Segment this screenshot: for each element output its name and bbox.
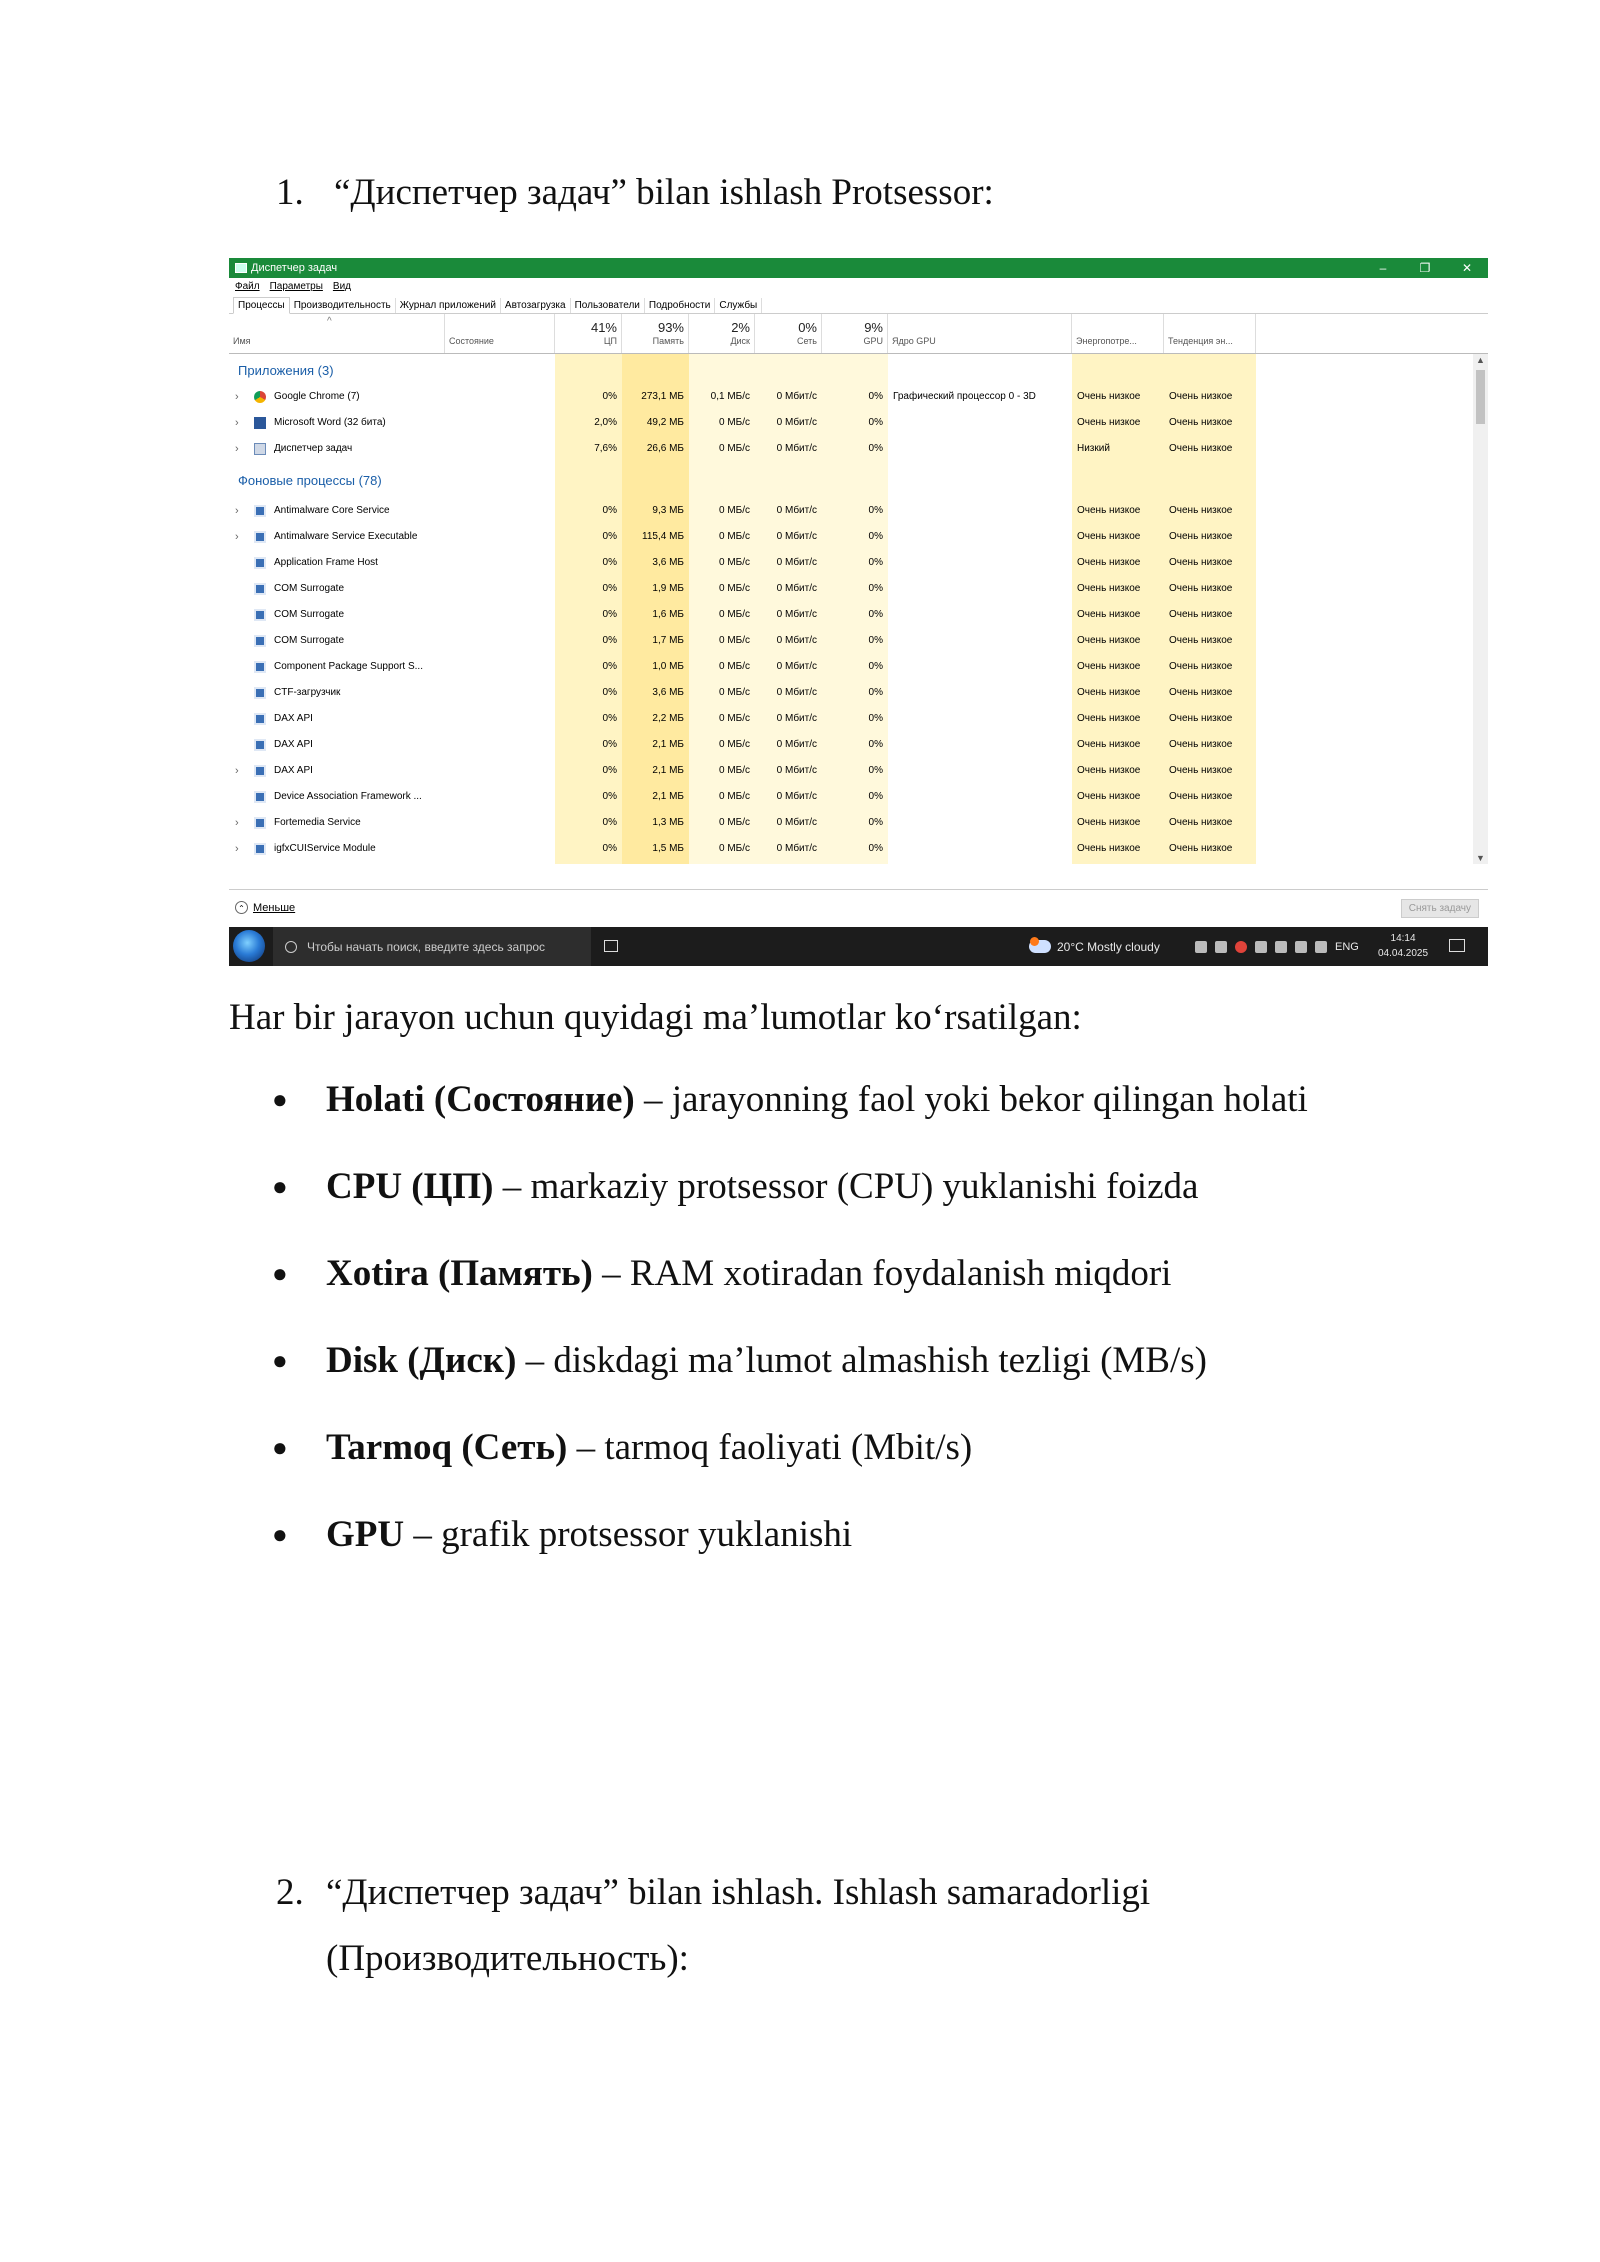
- cell-power: Очень низкое: [1077, 843, 1141, 854]
- process-name: Antimalware Service Executable: [274, 531, 418, 542]
- start-button[interactable]: [233, 930, 265, 962]
- process-row[interactable]: [229, 524, 1469, 550]
- close-icon[interactable]: ✕: [1461, 261, 1473, 275]
- cell-net: 0 Мбит/с: [776, 531, 817, 542]
- cell-gpu: 0%: [868, 687, 883, 698]
- process-name: DAX API: [274, 713, 313, 724]
- weather-widget[interactable]: [1029, 927, 1160, 966]
- cell-mem: 2,2 МБ: [652, 713, 684, 724]
- section-1-title: “Диспетчер задач” bilan ishlash Protsessor:: [334, 172, 994, 213]
- cell-power: Очень низкое: [1077, 531, 1141, 542]
- cell-gpu: 0%: [868, 417, 883, 428]
- cell-trend: Очень низкое: [1169, 713, 1233, 724]
- cell-cpu: 0%: [602, 817, 617, 828]
- cell-gpu: 0%: [868, 531, 883, 542]
- col-disk[interactable]: 2% Диск: [689, 314, 755, 353]
- tray-app-icon[interactable]: [1195, 941, 1207, 953]
- process-name: Device Association Framework ...: [274, 791, 422, 802]
- process-name: Fortemedia Service: [274, 817, 361, 828]
- process-row[interactable]: [229, 810, 1469, 836]
- cell-mem: 1,9 МБ: [652, 583, 684, 594]
- chrome-icon: [254, 391, 266, 403]
- intro-paragraph: Har bir jarayon uchun quyidagi ma’lumotlar ko‘rsatilgan:: [229, 997, 1082, 1038]
- field-term: Xotira (Память): [326, 1253, 593, 1294]
- cell-trend: Очень низкое: [1169, 765, 1233, 776]
- cell-mem: 3,6 МБ: [652, 687, 684, 698]
- window-titlebar: [229, 258, 1488, 278]
- cell-trend: Очень низкое: [1169, 791, 1233, 802]
- cell-disk: 0 МБ/с: [718, 843, 750, 854]
- cell-mem: 3,6 МБ: [652, 557, 684, 568]
- collapse-icon: ⌃: [235, 901, 248, 914]
- restore-icon[interactable]: ❐: [1419, 261, 1431, 275]
- cell-mem: 2,1 МБ: [652, 765, 684, 776]
- expand-chevron-icon[interactable]: ›: [235, 817, 239, 829]
- task-manager-window: [229, 258, 1488, 966]
- footer-bar: [229, 889, 1488, 928]
- bullet-icon: ●: [272, 1259, 288, 1288]
- window-title: Диспетчер задач: [251, 262, 338, 274]
- cell-cpu: 0%: [602, 687, 617, 698]
- cell-gpu: 0%: [868, 391, 883, 402]
- cell-net: 0 Мбит/с: [776, 557, 817, 568]
- scrollbar-thumb[interactable]: [1476, 370, 1485, 424]
- cell-net: 0 Мбит/с: [776, 661, 817, 672]
- field-list: [272, 1078, 1308, 1600]
- weather-text: 20°C Mostly cloudy: [1057, 939, 1160, 954]
- menu-file[interactable]: Файл: [235, 280, 260, 292]
- cell-engine: [888, 410, 1072, 436]
- process-list: [229, 354, 1488, 864]
- cell-cpu: 0%: [602, 791, 617, 802]
- cell-power: Очень низкое: [1077, 635, 1141, 646]
- cell-mem: 273,1 МБ: [641, 391, 684, 402]
- cell-cpu: 0%: [602, 713, 617, 724]
- process-icon: [254, 739, 266, 751]
- process-name: COM Surrogate: [274, 635, 345, 646]
- cell-mem: 1,7 МБ: [652, 635, 684, 646]
- cell-disk: 0 МБ/с: [718, 687, 750, 698]
- cell-cpu: 0%: [602, 583, 617, 594]
- field-desc: – RAM xotiradan foydalanish miqdori: [592, 1253, 1172, 1294]
- tab-startup[interactable]: Автозагрузка: [501, 298, 571, 313]
- process-icon: [254, 609, 266, 621]
- cell-net: 0 Мбит/с: [776, 713, 817, 724]
- process-row[interactable]: [229, 410, 1469, 436]
- field-term: GPU: [326, 1514, 405, 1555]
- cell-trend: Очень низкое: [1169, 843, 1233, 854]
- process-icon: [254, 635, 266, 647]
- cell-engine: Графический процессор 0 - 3D: [893, 391, 1036, 402]
- expand-chevron-icon[interactable]: ›: [235, 391, 239, 403]
- field-desc: – jarayonning faol yoki bekor qilingan holati: [634, 1079, 1308, 1120]
- cell-gpu: 0%: [868, 843, 883, 854]
- search-placeholder: Чтобы начать поиск, введите здесь запрос: [307, 939, 546, 954]
- cell-trend: Очень низкое: [1169, 661, 1233, 672]
- field-item: [272, 1252, 1308, 1339]
- cell-mem: 2,1 МБ: [652, 739, 684, 750]
- column-header: [229, 314, 1488, 354]
- expand-chevron-icon[interactable]: ›: [235, 765, 239, 777]
- cell-disk: 0,1 МБ/с: [710, 391, 750, 402]
- cell-disk: 0 МБ/с: [718, 713, 750, 724]
- field-desc: – markaziy protsessor (CPU) yuklanishi foizda: [493, 1166, 1199, 1207]
- cell-power: Очень низкое: [1077, 505, 1141, 516]
- cell-gpu: 0%: [868, 557, 883, 568]
- cell-gpu: 0%: [868, 765, 883, 776]
- cell-trend: Очень низкое: [1169, 531, 1233, 542]
- tab-processes[interactable]: Процессы: [233, 297, 290, 314]
- tab-details[interactable]: Подробности: [645, 298, 715, 313]
- taskmgr-app-icon: [235, 263, 247, 273]
- col-power-trend[interactable]: Тенденция эн...: [1164, 314, 1256, 353]
- language-indicator[interactable]: ENG: [1335, 940, 1359, 953]
- bullet-icon: ●: [272, 1520, 288, 1549]
- search-icon: [285, 941, 297, 953]
- fewer-details-label: Меньше: [253, 901, 296, 914]
- tab-users[interactable]: Пользователи: [571, 298, 645, 313]
- cell-power: Очень низкое: [1077, 391, 1141, 402]
- cell-gpu: 0%: [868, 661, 883, 672]
- field-item: [272, 1078, 1308, 1165]
- process-name: Диспетчер задач: [274, 443, 353, 454]
- cell-trend: Очень низкое: [1169, 505, 1233, 516]
- section-1-heading: [276, 160, 994, 226]
- cell-disk: 0 МБ/с: [718, 661, 750, 672]
- field-item: [272, 1513, 1308, 1600]
- process-icon: [254, 817, 266, 829]
- tray-app-icon[interactable]: [1215, 941, 1227, 953]
- cell-net: 0 Мбит/с: [776, 843, 817, 854]
- cell-mem: 1,5 МБ: [652, 843, 684, 854]
- cell-trend: Очень низкое: [1169, 609, 1233, 620]
- process-row[interactable]: [229, 758, 1469, 784]
- cell-cpu: 0%: [602, 661, 617, 672]
- cell-mem: 115,4 МБ: [642, 531, 684, 542]
- process-name: COM Surrogate: [274, 609, 345, 620]
- cell-net: 0 Мбит/с: [776, 635, 817, 646]
- col-gpu[interactable]: 9% GPU: [822, 314, 888, 353]
- cell-disk: 0 МБ/с: [718, 817, 750, 828]
- cell-disk: 0 МБ/с: [718, 443, 750, 454]
- cell-net: 0 Мбит/с: [776, 765, 817, 776]
- cell-trend: Очень низкое: [1169, 687, 1233, 698]
- menu-bar: [229, 278, 1488, 294]
- process-row[interactable]: [229, 550, 1469, 576]
- process-icon: [254, 531, 266, 543]
- task-view-icon[interactable]: [604, 940, 618, 952]
- cell-net: 0 Мбит/с: [776, 739, 817, 750]
- process-icon: [254, 843, 266, 855]
- cell-disk: 0 МБ/с: [718, 739, 750, 750]
- cell-gpu: 0%: [868, 817, 883, 828]
- cell-cpu: 7,6%: [594, 443, 617, 454]
- field-item: [272, 1165, 1308, 1252]
- cell-mem: 9,3 МБ: [652, 505, 684, 516]
- cell-cpu: 0%: [602, 531, 617, 542]
- group-background: Фоновые процессы (78): [238, 473, 382, 488]
- cell-net: 0 Мбит/с: [776, 791, 817, 802]
- tray-app-icon[interactable]: [1235, 941, 1247, 953]
- process-icon: [254, 583, 266, 595]
- cell-power: Очень низкое: [1077, 661, 1141, 672]
- cell-net: 0 Мбит/с: [776, 391, 817, 402]
- cell-power: Очень низкое: [1077, 583, 1141, 594]
- process-icon: [254, 661, 266, 673]
- section-1-number: 1.: [276, 172, 304, 213]
- cell-gpu: 0%: [868, 791, 883, 802]
- section-2-title-line1: “Диспетчер задач” bilan ishlash. Ishlash samaradorligi: [326, 1872, 1151, 1913]
- process-row[interactable]: [229, 836, 1469, 862]
- cell-power: Очень низкое: [1077, 417, 1141, 428]
- cell-gpu: 0%: [868, 739, 883, 750]
- process-icon: [254, 687, 266, 699]
- word-icon: [254, 417, 266, 429]
- process-name: DAX API: [274, 765, 313, 776]
- cell-trend: Очень низкое: [1169, 583, 1233, 594]
- process-icon: [254, 505, 266, 517]
- cell-cpu: 0%: [602, 843, 617, 854]
- notification-icon[interactable]: [1449, 939, 1465, 952]
- field-term: Holati (Состояние): [326, 1079, 635, 1120]
- tab-app-history[interactable]: Журнал приложений: [396, 298, 501, 313]
- cell-net: 0 Мбит/с: [776, 505, 817, 516]
- process-row[interactable]: [229, 784, 1469, 810]
- cell-disk: 0 МБ/с: [718, 791, 750, 802]
- field-desc: – diskdagi ma’lumot almashish tezligi (MB/s): [516, 1340, 1207, 1381]
- field-term: CPU (ЦП): [326, 1166, 494, 1207]
- volume-icon[interactable]: [1315, 941, 1327, 953]
- cell-power: Очень низкое: [1077, 817, 1141, 828]
- cell-power: Очень низкое: [1077, 687, 1141, 698]
- cell-disk: 0 МБ/с: [718, 505, 750, 516]
- process-icon: [254, 765, 266, 777]
- col-cpu[interactable]: 41% ЦП: [555, 314, 622, 353]
- cell-net: 0 Мбит/с: [776, 443, 817, 454]
- cell-trend: Очень низкое: [1169, 739, 1233, 750]
- field-item: [272, 1339, 1308, 1426]
- process-row[interactable]: [229, 706, 1469, 732]
- process-name: Component Package Support S...: [274, 661, 423, 672]
- cell-gpu: 0%: [868, 635, 883, 646]
- cell-disk: 0 МБ/с: [718, 531, 750, 542]
- vertical-scrollbar[interactable]: [1473, 354, 1488, 864]
- cell-power: Низкий: [1077, 443, 1110, 454]
- process-row[interactable]: [229, 384, 1469, 410]
- cell-trend: Очень низкое: [1169, 557, 1233, 568]
- expand-chevron-icon[interactable]: ›: [235, 417, 239, 429]
- process-name: Microsoft Word (32 бита): [274, 417, 386, 428]
- col-status[interactable]: Состояние: [445, 314, 555, 353]
- cell-power: Очень низкое: [1077, 713, 1141, 724]
- cell-trend: Очень низкое: [1169, 417, 1233, 428]
- process-row[interactable]: [229, 498, 1469, 524]
- tab-strip: [229, 294, 1488, 314]
- menu-options[interactable]: Параметры: [269, 280, 323, 292]
- clock-time: 14:14: [1390, 933, 1416, 944]
- field-term: Tarmoq (Сеть): [326, 1427, 568, 1468]
- cell-cpu: 0%: [602, 557, 617, 568]
- process-icon: [254, 557, 266, 569]
- tab-services[interactable]: Службы: [715, 298, 762, 313]
- section-2-heading: [276, 1860, 1276, 1992]
- col-gpu-engine[interactable]: Ядро GPU: [888, 314, 1072, 353]
- cell-trend: Очень низкое: [1169, 817, 1233, 828]
- battery-icon[interactable]: [1275, 941, 1287, 953]
- cell-trend: Очень низкое: [1169, 443, 1233, 454]
- expand-chevron-icon[interactable]: ›: [235, 843, 239, 855]
- section-2-title-line2: (Производительность):: [326, 1938, 689, 1979]
- cell-power: Очень низкое: [1077, 765, 1141, 776]
- weather-icon: [1029, 940, 1051, 953]
- bullet-icon: ●: [272, 1172, 288, 1201]
- menu-view[interactable]: Вид: [332, 280, 351, 292]
- scroll-up-icon[interactable]: ▲: [1476, 355, 1485, 365]
- process-name: Antimalware Core Service: [274, 505, 390, 516]
- cell-disk: 0 МБ/с: [718, 635, 750, 646]
- clock-date: 04.04.2025: [1378, 948, 1429, 959]
- expand-chevron-icon[interactable]: ›: [235, 531, 239, 543]
- cell-mem: 1,0 МБ: [652, 661, 684, 672]
- cell-net: 0 Мбит/с: [776, 687, 817, 698]
- process-row[interactable]: [229, 628, 1469, 654]
- cell-trend: Очень низкое: [1169, 635, 1233, 646]
- process-row[interactable]: [229, 436, 1469, 462]
- section-2-number: 2.: [276, 1872, 304, 1913]
- scroll-down-icon[interactable]: ▼: [1476, 853, 1485, 863]
- tab-performance[interactable]: Производительность: [290, 298, 396, 313]
- windows-taskbar: [229, 927, 1488, 966]
- cell-disk: 0 МБ/с: [718, 609, 750, 620]
- bullet-icon: ●: [272, 1085, 288, 1114]
- cell-power: Очень низкое: [1077, 739, 1141, 750]
- cell-cpu: 0%: [602, 609, 617, 620]
- cell-net: 0 Мбит/с: [776, 583, 817, 594]
- cell-gpu: 0%: [868, 443, 883, 454]
- process-row[interactable]: [229, 602, 1469, 628]
- cell-cpu: 0%: [602, 391, 617, 402]
- cell-gpu: 0%: [868, 609, 883, 620]
- cell-net: 0 Мбит/с: [776, 609, 817, 620]
- cell-mem: 26,6 МБ: [646, 443, 684, 454]
- field-term: Disk (Диск): [326, 1340, 517, 1381]
- taskmgr-icon: [254, 443, 266, 455]
- process-name: DAX API: [274, 739, 313, 750]
- sort-caret-icon: ^: [327, 316, 332, 327]
- process-row[interactable]: [229, 680, 1469, 706]
- cell-power: Очень низкое: [1077, 791, 1141, 802]
- field-desc: – tarmoq faoliyati (Mbit/s): [567, 1427, 973, 1468]
- process-name: Google Chrome (7): [274, 391, 360, 402]
- field-desc: – grafik protsessor yuklanishi: [404, 1514, 853, 1555]
- fewer-details-button[interactable]: [235, 901, 295, 914]
- group-apps: Приложения (3): [238, 363, 334, 378]
- cell-mem: 1,6 МБ: [652, 609, 684, 620]
- cell-cpu: 2,0%: [594, 417, 617, 428]
- bullet-icon: ●: [272, 1433, 288, 1462]
- cell-gpu: 0%: [868, 713, 883, 724]
- field-item: [272, 1426, 1308, 1513]
- cell-gpu: 0%: [868, 505, 883, 516]
- cell-net: 0 Мбит/с: [776, 417, 817, 428]
- process-row[interactable]: [229, 576, 1469, 602]
- process-name: CTF-загрузчик: [274, 687, 341, 698]
- process-name: Application Frame Host: [274, 557, 378, 568]
- cell-mem: 49,2 МБ: [646, 417, 684, 428]
- cell-disk: 0 МБ/с: [718, 557, 750, 568]
- cell-cpu: 0%: [602, 635, 617, 646]
- cell-power: Очень низкое: [1077, 557, 1141, 568]
- minimize-icon[interactable]: –: [1379, 261, 1387, 275]
- col-network[interactable]: 0% Сеть: [755, 314, 822, 353]
- taskbar-search[interactable]: [273, 927, 591, 966]
- cell-mem: 2,1 МБ: [652, 791, 684, 802]
- system-tray: [1195, 927, 1359, 966]
- process-row[interactable]: [229, 732, 1469, 758]
- tray-app-icon[interactable]: [1255, 941, 1267, 953]
- process-name: igfxCUIService Module: [274, 843, 376, 854]
- col-memory[interactable]: 93% Память: [622, 314, 689, 353]
- process-icon: [254, 713, 266, 725]
- wifi-icon[interactable]: [1295, 941, 1307, 953]
- process-row[interactable]: [229, 654, 1469, 680]
- expand-chevron-icon[interactable]: ›: [235, 505, 239, 517]
- cell-disk: 0 МБ/с: [718, 417, 750, 428]
- bullet-icon: ●: [272, 1346, 288, 1375]
- cell-engine: [888, 436, 1072, 462]
- col-power[interactable]: Энергопотре...: [1072, 314, 1164, 353]
- cell-gpu: 0%: [868, 583, 883, 594]
- cell-power: Очень низкое: [1077, 609, 1141, 620]
- cell-cpu: 0%: [602, 739, 617, 750]
- cell-cpu: 0%: [602, 765, 617, 776]
- taskbar-clock[interactable]: [1378, 931, 1428, 961]
- expand-chevron-icon[interactable]: ›: [235, 443, 239, 455]
- cell-net: 0 Мбит/с: [776, 817, 817, 828]
- process-icon: [254, 791, 266, 803]
- end-task-button[interactable]: Снять задачу: [1401, 899, 1479, 918]
- cell-mem: 1,3 МБ: [652, 817, 684, 828]
- cell-disk: 0 МБ/с: [718, 765, 750, 776]
- col-name[interactable]: Имя: [229, 314, 445, 353]
- cell-disk: 0 МБ/с: [718, 583, 750, 594]
- cell-trend: Очень низкое: [1169, 391, 1233, 402]
- process-name: COM Surrogate: [274, 583, 345, 594]
- cell-cpu: 0%: [602, 505, 617, 516]
